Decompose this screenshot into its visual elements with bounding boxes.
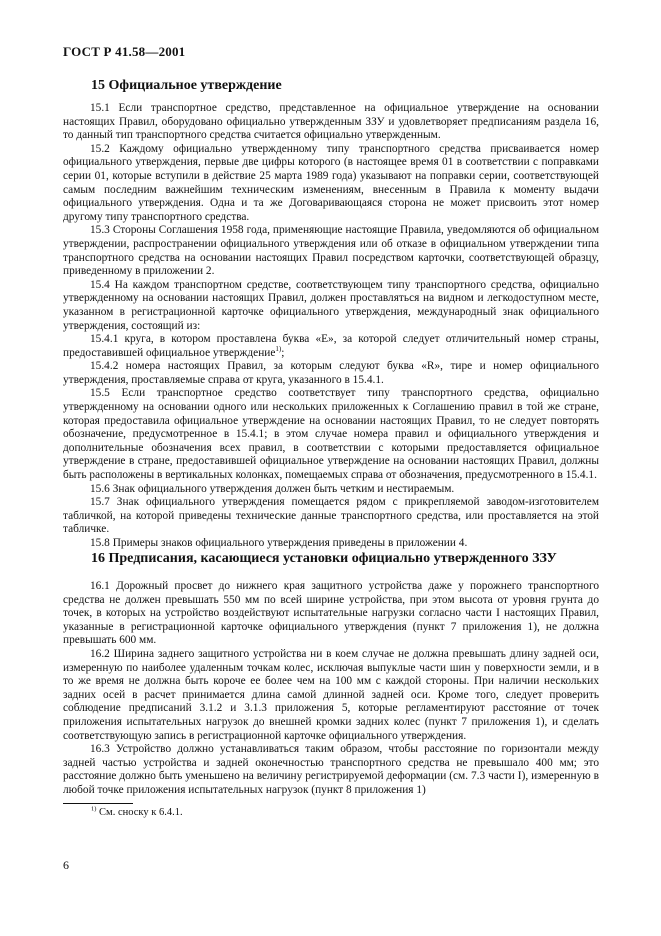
section-15-title: 15 Официальное утверждение	[91, 78, 282, 93]
paragraph-15-4: 15.4 На каждом транспортном средстве, соответствующем типу транспортного средства, официально утвержденному на основании настоящих Правил, должен проставляться на видном и легкодоступном месте, указанном в регистрационной карточке официального утверждения, международный знак официального утверждения, состоящий из:	[63, 278, 599, 332]
footnote	[91, 807, 183, 818]
paragraph-15-6: 15.6 Знак официального утверждения должен быть четким и нестираемым.	[90, 482, 455, 495]
paragraph-15-7: 15.7 Знак официального утверждения помещается рядом с прикрепляемой заводом-изготовителем табличкой, на которой приведены технические данные транспортного средства, или проставляется на этой табличке.	[63, 496, 599, 536]
paragraph-15-2: 15.2 Каждому официально утвержденному типу транспортного средства присваивается номер официального утверждения, первые две цифры которого (в настоящее время 01 в соответствии с поправками серии 01, которые вступили в действие 25 марта 1989 года) указывают на поправки серии, соответствующей самым последним важнейшим техническим изменениям, внесенным в Правила к моменту выдачи официального утверждения. Одна и та же Договаривающаяся сторона не может присвоить этот номер другому типу транспортного средства.	[63, 142, 599, 223]
document-header: ГОСТ Р 41.58—2001	[63, 44, 186, 59]
footnote-reference: 1)	[275, 344, 282, 353]
footnote-divider	[63, 803, 133, 804]
section-15-body	[63, 102, 599, 551]
paragraph-16-2: 16.2 Ширина заднего защитного устройства ни в коем случае не должна превышать длину задней оси, измеренную по наиболее удаленным точкам колес, исключая выпуклые части шин у поверхности земли, и в то же время не должна быть короче ее более чем на 100 мм с каждой стороны. При наличии нескольких задних осей в расчет принимается длина самой длинной задней оси. Кроме того, следует проверить соблюдение предписаний 3.1.2 и 3.1.3 приложения 5, которые регламентируют расстояние от точек приложения испытательных нагрузок до внешней кромки задних колес (пункт 7 приложения 1), и сделать соответствующую запись в регистрационной карточке официального утверждения.	[63, 647, 599, 742]
section-16-title: 16 Предписания, касающиеся установки официально утвержденного ЗЗУ	[91, 551, 557, 566]
paragraph-15-4-1-text: 15.4.1 круга, в котором проставлена буква «Е», за которой следует отличительный номер страны, предоставившей официальное утверждение	[63, 333, 599, 359]
footnote-text: См. сноску к 6.4.1.	[99, 807, 183, 818]
paragraph-15-4-1	[63, 333, 599, 360]
paragraph-16-3: 16.3 Устройство должно устанавливаться таким образом, чтобы расстояние по горизонтали между задней частью устройства и задней оконечностью транспортного средства не превышало 400 мм; это расстояние должно быть уменьшено на величину регистрируемой деформации (см. 7.3 части I), измеренную в любой точке приложения испытательных нагрузок (пункт 8 приложения 1)	[63, 743, 599, 796]
paragraph-16-1: 16.1 Дорожный просвет до нижнего края защитного устройства даже у порожнего транспортного средства не должен превышать 550 мм по всей ширине устройства, при этом высота от уровня грунта до точек, в которых на устройство воздействуют испытательные нагрузки согласно части I настоящих Правил, указанные в регистрационной карточке официального утверждения (пункт 7 приложения 1), не должна превышать 600 мм.	[63, 580, 599, 647]
paragraph-15-8: 15.8 Примеры знаков официального утверждения приведены в приложении 4.	[90, 537, 468, 549]
paragraph-15-4-2: 15.4.2 номера настоящих Правил, за которым следуют буква «R», тире и номер официального утверждения, проставляемые справа от круга, указанного в 15.4.1.	[63, 360, 599, 386]
section-16-body	[63, 580, 599, 798]
paragraph-15-5: 15.5 Если транспортное средство соответствует типу транспортного средства, официально утвержденному на основании одного или нескольких приложенных к Соглашению правил в той же стране, которая предоставила официальное утверждение на основании настоящих Правил, то не следует повторять обозначение, предусмотренное в 15.4.1; в этом случае номера правил и официального утверждения и дополнительные обозначения всех правил, в соответствии с которыми предоставляется официальное утверждение в стране, предоставившей официальное утверждение на основании настоящих Правил, должны быть расположены в вертикальных колонках, помещаемых справа от обозначения, предусмотренного в 15.4.1.	[63, 387, 599, 482]
paragraph-15-1: 15.1 Если транспортное средство, представленное на официальное утверждение на основании настоящих Правил, оборудовано официально утвержденным ЗЗУ и удовлетворяет предписаниям раздела 16, то данный тип транспортного средства считается официально утвержденным.	[63, 102, 599, 142]
paragraph-15-4-1-end: ;	[281, 346, 285, 359]
footnote-marker: 1)	[91, 805, 97, 813]
page-number: 6	[63, 858, 69, 872]
paragraph-15-3: 15.3 Стороны Соглашения 1958 года, применяющие настоящие Правила, уведомляются об официальном утверждении, распространении официального утверждения или об отказе в официальном утверждении типа транспортного средства на основании настоящих Правил посредством карточки, соответствующей образцу, приведенному в приложении 2.	[63, 224, 599, 278]
